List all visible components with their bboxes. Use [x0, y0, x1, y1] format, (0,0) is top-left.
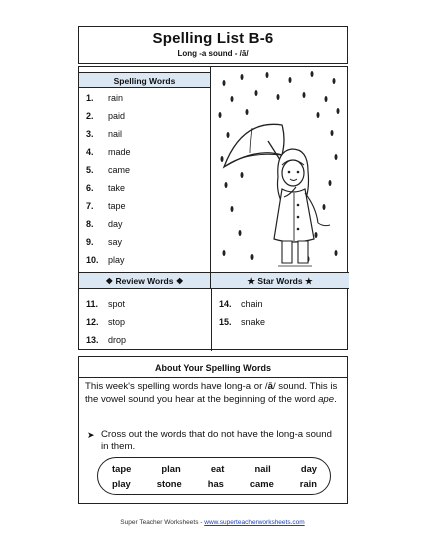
word-row [79, 331, 210, 348]
word-number: 14. [219, 298, 232, 309]
about-text-part: This week's spelling words have long-a or / [85, 381, 268, 392]
word-row [79, 251, 210, 268]
word-choice[interactable]: stone [156, 478, 182, 489]
word-row [79, 107, 210, 124]
word-row [79, 215, 210, 232]
word-text: nail [108, 128, 123, 139]
word-choice-row [98, 478, 332, 489]
girl-umbrella-illustration [212, 67, 348, 272]
word-choice[interactable]: day [300, 463, 317, 474]
about-text-part: / sound. This is the vowel sound you hear at the beginning of the word [85, 381, 338, 405]
word-text: drop [108, 334, 127, 345]
review-words-heading: ❖ Review Words ❖ [79, 273, 211, 289]
word-row [79, 143, 210, 160]
word-row [79, 295, 210, 312]
about-text-part: . [334, 393, 337, 405]
word-number: 13. [86, 334, 99, 345]
word-choice[interactable]: nail [254, 463, 271, 474]
word-row [79, 179, 210, 196]
word-number: 10. [86, 254, 99, 265]
about-sound-symbol: ā [267, 381, 273, 392]
word-number: 6. [86, 182, 94, 193]
word-text: say [108, 236, 123, 247]
word-row [212, 295, 348, 312]
word-row [212, 313, 348, 330]
word-text: made [108, 146, 131, 157]
word-number: 1. [86, 92, 94, 103]
word-choice[interactable]: play [112, 478, 131, 489]
word-text: paid [108, 110, 126, 121]
word-row [79, 161, 210, 178]
word-row [79, 313, 210, 330]
footer-link[interactable]: www.superteacherworksheets.com [204, 519, 305, 526]
word-text: stop [108, 316, 126, 327]
word-text: play [108, 254, 125, 265]
arrow-bullet-icon: ➤ [87, 430, 95, 440]
footer [0, 519, 425, 526]
spelling-words-heading: Spelling Words [79, 72, 210, 88]
about-paragraph [85, 381, 343, 406]
word-row [79, 89, 210, 106]
word-number: 5. [86, 164, 94, 175]
word-choice-box [97, 457, 331, 495]
about-example-word: ape [318, 393, 335, 405]
word-row [79, 233, 210, 250]
word-row [79, 125, 210, 142]
word-number: 3. [86, 128, 94, 139]
word-table [78, 66, 348, 350]
about-heading: About Your Spelling Words [155, 363, 271, 373]
word-choice[interactable]: tape [112, 463, 132, 474]
word-number: 9. [86, 236, 94, 247]
word-choice[interactable]: came [249, 478, 274, 489]
word-choice-row [98, 463, 332, 474]
instruction-text: Cross out the words that do not have the long-a sound in them. [101, 429, 332, 452]
word-choice[interactable]: has [207, 478, 224, 489]
word-number: 2. [86, 110, 94, 121]
about-box [78, 356, 348, 504]
word-row [79, 197, 210, 214]
word-choice[interactable]: plan [161, 463, 181, 474]
word-number: 7. [86, 200, 94, 211]
word-number: 11. [86, 298, 99, 309]
footer-text: Super Teacher Worksheets - [120, 519, 205, 526]
page-subtitle: Long -a sound - /ā/ [177, 49, 249, 58]
word-text: snake [241, 316, 266, 327]
word-text: rain [108, 92, 124, 103]
word-text: day [108, 218, 123, 229]
instruction-bullet [87, 429, 339, 453]
word-number: 15. [219, 316, 232, 327]
word-number: 12. [86, 316, 99, 327]
word-number: 4. [86, 146, 94, 157]
title-box [78, 26, 348, 64]
word-text: came [108, 164, 131, 175]
word-number: 8. [86, 218, 94, 229]
star-words-heading: ★ Star Words ★ [211, 273, 349, 289]
word-text: tape [108, 200, 126, 211]
word-choice[interactable]: eat [210, 463, 225, 474]
page-title: Spelling List B-6 [152, 30, 274, 47]
about-divider [79, 377, 347, 378]
word-text: take [108, 182, 126, 193]
word-choice[interactable]: rain [299, 478, 317, 489]
word-text: spot [108, 298, 126, 309]
word-text: chain [241, 298, 263, 309]
spelling-words-column [79, 67, 211, 272]
